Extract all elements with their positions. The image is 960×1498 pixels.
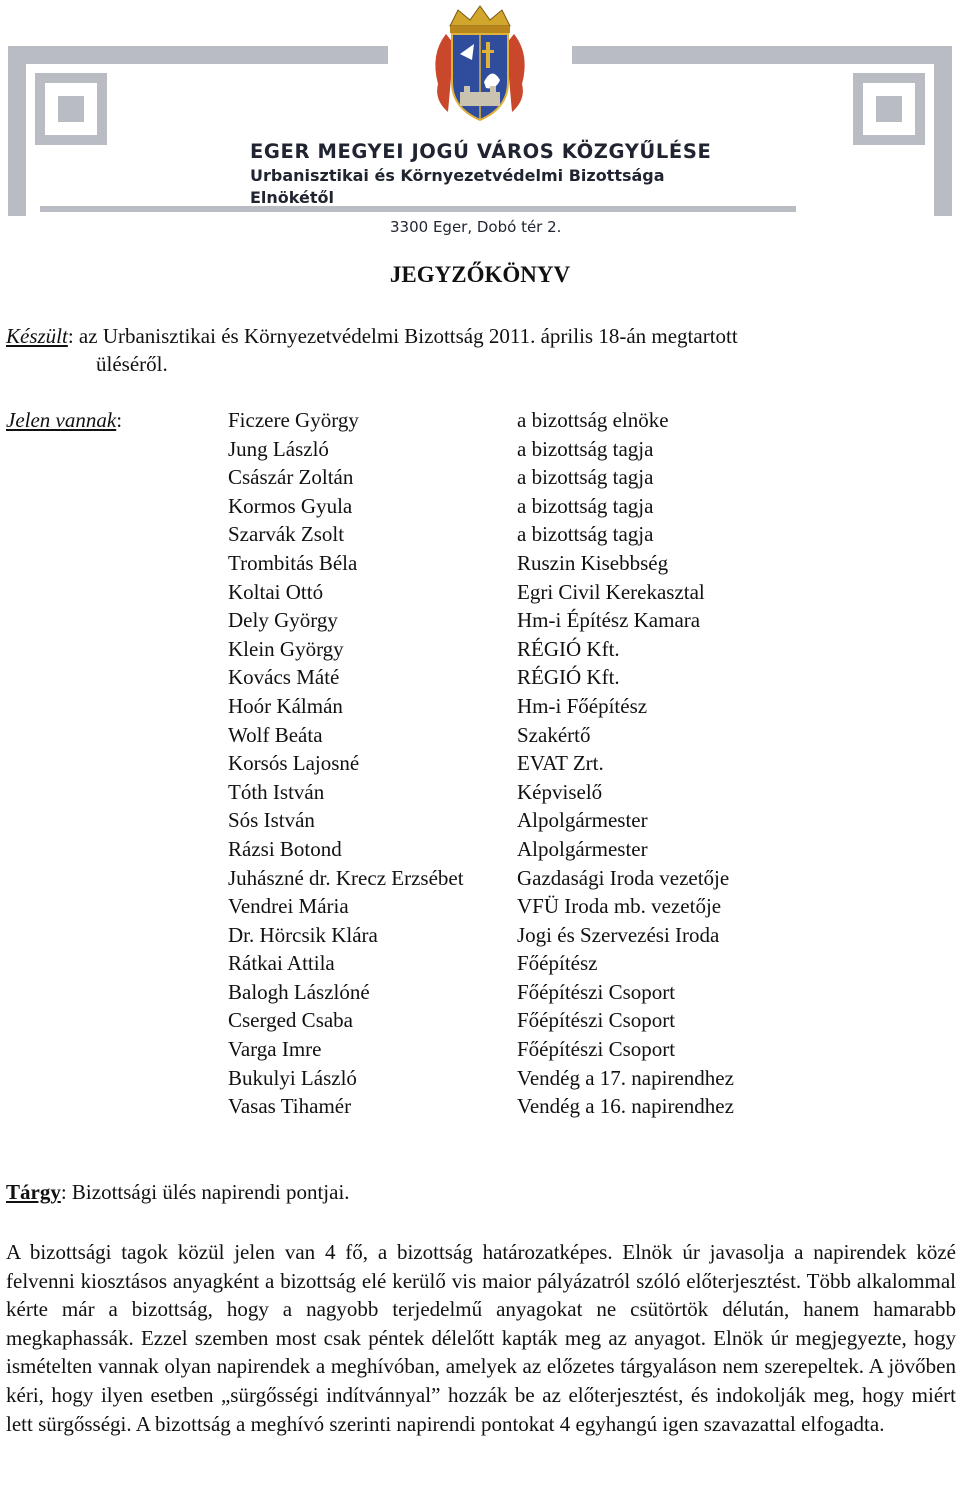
attendee-row: [228, 1035, 928, 1064]
made-statement: [6, 322, 956, 378]
attendee-row: [228, 835, 928, 864]
attendee-role: Egri Civil Kerekasztal: [517, 579, 705, 604]
body-paragraph: A bizottsági tagok közül jelen van 4 fő, a bizottság határozatképes. Elnök úr javasolja a napirendek közé felvenni kiosztásos anyagként a bizottság elé kerülő vis maior pályázatról szóló előterjesztést. Több alkalommal kérte már a bizottság, hogy a nagyobb terjedelmű anyagokat ne csütörtök délután, hanem hamarabb megkaphassák. Ezzel szemben most csak péntek délelőtt kapták meg az anyagot. Elnök úr megjegyezte, hogy ismételten vannak olyan napirendek a meghívóban, amelyek az előzetes tárgyaláson nem szerepeltek. A jövőben kéri, hogy ilyen esetben „sürgősségi indítvánnyal” hozzák be az előterjesztést, és indokolják meg, hogy miért lett sürgősségi. A bizottság a meghívó szerinti napirendi pontokat 4 egyhangú igen szavazattal elfogadta.: [6, 1240, 956, 1436]
sender-line: Elnökétől: [250, 188, 334, 207]
attendee-name: Kovács Máté: [228, 665, 340, 690]
attendee-name: Koltai Ottó: [228, 579, 324, 604]
attendee-role: Ruszin Kisebbség: [517, 550, 669, 575]
attendee-row: [228, 949, 928, 978]
attendee-role: Gazdasági Iroda vezetője: [517, 865, 730, 890]
attendee-role: Jogi és Szervezési Iroda: [517, 922, 720, 947]
attendee-row: [228, 549, 928, 578]
attendee-name: Cserged Csaba: [228, 1008, 354, 1033]
attendee-role: Hm-i Főépítész: [517, 693, 648, 718]
attendee-name: Vendrei Mária: [228, 894, 349, 919]
attendee-row: [228, 1064, 928, 1093]
attendee-row: [228, 578, 928, 607]
attendee-row: [228, 492, 928, 521]
attendee-role: Főépítész: [517, 951, 598, 976]
attendee-role: EVAT Zrt.: [517, 751, 604, 776]
subject-text: : Bizottsági ülés napirendi pontjai.: [60, 1180, 350, 1204]
made-text-line1: : az Urbanisztikai és Környezetvédelmi Bizottság 2011. április 18-án megtartott: [67, 324, 738, 348]
attendee-name: Rátkai Attila: [228, 951, 335, 976]
attendee-role: a bizottság tagja: [517, 465, 654, 490]
attendee-name: Vasas Tihamér: [228, 1094, 352, 1119]
attendee-role: RÉGIÓ Kft.: [517, 665, 620, 690]
attendee-role: Vendég a 16. napirendhez: [517, 1094, 734, 1119]
attendee-row: [228, 1092, 928, 1121]
attendee-row: [228, 778, 928, 807]
attendee-role: a bizottság tagja: [517, 493, 654, 518]
attendee-row: [228, 663, 928, 692]
attendee-row: [228, 1006, 928, 1035]
attendee-role: Alpolgármester: [517, 808, 648, 833]
attendee-role: a bizottság tagja: [517, 522, 654, 547]
made-text-line2: üléséről.: [96, 352, 168, 376]
made-label: Készült: [6, 324, 68, 348]
attendee-name: Wolf Beáta: [228, 722, 323, 747]
attendee-role: Főépítészi Csoport: [517, 1008, 676, 1033]
committee-name: Urbanisztikai és Környezetvédelmi Bizottsága: [250, 166, 665, 185]
attendee-row: [228, 921, 928, 950]
attendee-name: Juhászné dr. Krecz Erzsébet: [228, 865, 464, 890]
attendee-role: Szakértő: [517, 722, 591, 747]
attendee-name: Kormos Gyula: [228, 493, 353, 518]
attendee-name: Szarvák Zsolt: [228, 522, 345, 547]
attendee-role: Alpolgármester: [517, 836, 648, 861]
attendee-row: [228, 406, 928, 435]
attendee-name: Balogh Lászlóné: [228, 979, 370, 1004]
attendee-row: [228, 749, 928, 778]
subject-line: [6, 1180, 350, 1205]
attendee-name: Dr. Hörcsik Klára: [228, 922, 378, 947]
attendee-name: Tóth István: [228, 779, 325, 804]
attendee-role: Főépítészi Csoport: [517, 979, 676, 1004]
attendees-label: Jelen vannak: [6, 408, 117, 432]
attendee-row: [228, 463, 928, 492]
attendee-name: Korsós Lajosné: [228, 751, 360, 776]
attendee-name: Jung László: [228, 436, 329, 461]
coat-of-arms-icon: [420, 4, 540, 124]
attendee-name: Varga Imre: [228, 1037, 322, 1062]
attendee-name: Császár Zoltán: [228, 465, 354, 490]
attendee-name: Sós István: [228, 808, 315, 833]
attendee-row: [228, 606, 928, 635]
organization-address: 3300 Eger, Dobó tér 2.: [390, 218, 562, 236]
attendee-row: [228, 864, 928, 893]
attendee-row: [228, 978, 928, 1007]
attendee-name: Ficzere György: [228, 408, 359, 432]
attendee-name: Hoór Kálmán: [228, 693, 343, 718]
attendee-list: [228, 406, 928, 1121]
attendee-row: [228, 435, 928, 464]
attendee-role: a bizottság tagja: [517, 436, 654, 461]
attendee-row: [228, 892, 928, 921]
attendee-name: Bukulyi László: [228, 1065, 357, 1090]
attendee-role: Képviselő: [517, 779, 603, 804]
attendee-row: [228, 692, 928, 721]
attendee-role: a bizottság elnöke: [517, 408, 669, 432]
attendee-row: [228, 635, 928, 664]
attendee-row: [228, 520, 928, 549]
attendees-label-block: [6, 406, 122, 435]
attendee-role: Vendég a 17. napirendhez: [517, 1065, 734, 1090]
attendee-name: Trombitás Béla: [228, 550, 358, 575]
document-title: JEGYZŐKÖNYV: [389, 262, 571, 287]
attendee-role: RÉGIÓ Kft.: [517, 636, 620, 661]
attendee-role: Főépítészi Csoport: [517, 1037, 676, 1062]
attendee-name: Rázsi Botond: [228, 836, 342, 861]
attendees-label-suffix: :: [116, 408, 123, 432]
attendee-role: Hm-i Építész Kamara: [517, 608, 701, 633]
attendee-row: [228, 721, 928, 750]
subject-label: Tárgy: [6, 1180, 61, 1204]
attendee-row: [228, 806, 928, 835]
attendee-role: VFÜ Iroda mb. vezetője: [517, 894, 722, 919]
letterhead: [0, 0, 960, 250]
organization-name: EGER MEGYEI JOGÚ VÁROS KÖZGYŰLÉSE: [250, 140, 712, 163]
attendee-name: Dely György: [228, 608, 338, 633]
attendee-name: Klein György: [228, 636, 344, 661]
